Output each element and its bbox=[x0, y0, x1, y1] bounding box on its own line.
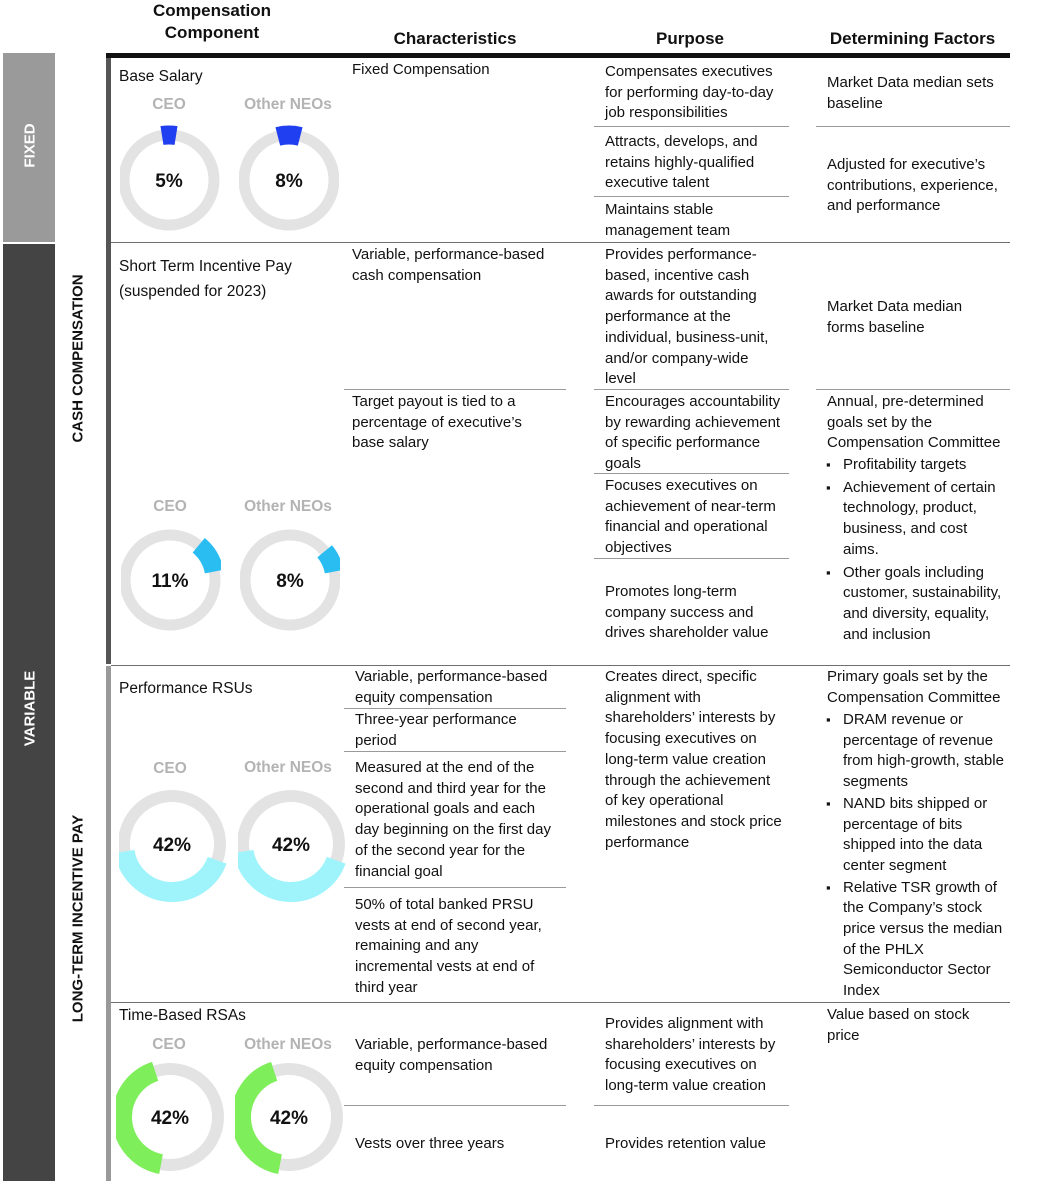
neo-donut bbox=[240, 524, 340, 634]
purpose-divider bbox=[594, 126, 789, 127]
component-performance-rsus: Performance RSUs bbox=[119, 680, 253, 697]
ceo-donut bbox=[120, 124, 220, 234]
other-neos-label: Other NEOs bbox=[244, 96, 332, 113]
ceo-donut bbox=[119, 786, 229, 902]
determining-text: Adjusted for executive’s contributions, experience, and performance bbox=[827, 156, 998, 215]
ring-arc bbox=[162, 135, 176, 136]
ring-arc bbox=[325, 551, 335, 571]
variable-band-label: VARIABLE bbox=[21, 670, 39, 747]
ceo-label: CEO bbox=[153, 760, 187, 777]
header-purpose: Purpose bbox=[655, 29, 725, 48]
characteristic-text: Variable, performance-based cash compensation bbox=[352, 246, 545, 284]
other-neos-label: Other NEOs bbox=[244, 759, 332, 776]
characteristic-divider bbox=[344, 708, 566, 709]
neo-donut bbox=[235, 1060, 345, 1176]
component-time-based-rsas: Time-Based RSAs bbox=[119, 1007, 246, 1024]
purpose-divider bbox=[594, 389, 789, 390]
ring-arc bbox=[244, 852, 337, 892]
ceo-donut-svg bbox=[119, 786, 229, 902]
neo-percent-label: 42% bbox=[269, 1108, 309, 1129]
ceo-percent-label: 11% bbox=[151, 571, 189, 592]
ring-arc bbox=[278, 135, 300, 136]
determining-text: Value based on stock price bbox=[827, 1006, 970, 1044]
ceo-donut-svg bbox=[120, 124, 220, 234]
characteristic-divider bbox=[344, 1105, 566, 1106]
purpose-text: Provides alignment with shareholders’ interests by focusing executives on long-term value creation bbox=[605, 1015, 776, 1095]
ceo-percent-label: 42% bbox=[150, 1108, 190, 1129]
neo-donut-svg bbox=[238, 786, 348, 902]
purpose-text: Maintains stable management team bbox=[605, 201, 731, 239]
determining-text: Market Data median forms baseline bbox=[827, 298, 963, 336]
purpose-text: Compensates executives for performing day-to-day job responsibilities bbox=[605, 63, 774, 122]
long-term-incentive-label: LONG-TERM INCENTIVE PAY bbox=[69, 814, 87, 1023]
ceo-percent-label: 5% bbox=[155, 171, 183, 192]
cash-compensation-label: CASH COMPENSATION bbox=[69, 274, 87, 443]
ceo-donut-svg bbox=[116, 1060, 226, 1176]
determining-text: Market Data median sets baseline bbox=[827, 74, 994, 112]
purpose-text: Provides retention value bbox=[605, 1135, 766, 1152]
characteristic-text: 50% of total banked PRSU vests at end of second year, remaining and any incremental vests at end of third year bbox=[355, 896, 542, 996]
component-short-term-incentive: Short Term Incentive Pay bbox=[119, 258, 292, 275]
characteristic-divider bbox=[344, 751, 566, 752]
characteristic-text: Target payout is tied to a percentage of executive’s base salary bbox=[352, 393, 522, 452]
neo-percent-label: 8% bbox=[276, 571, 304, 592]
characteristic-text: Measured at the end of the second and third year for the operational goals and each day beginning on the first day of the second year for the financial goal bbox=[355, 759, 551, 880]
neo-donut-svg bbox=[235, 1060, 345, 1176]
determining-bullet: ▪ Relative TSR growth of the Company’s stock price versus the median of the PHLX Semiconductor Sector Index bbox=[826, 878, 1004, 1002]
purpose-divider bbox=[594, 196, 789, 197]
purpose-text: Focuses executives on achievement of near-term financial and operational objectives bbox=[605, 477, 776, 557]
other-neos-label: Other NEOs bbox=[244, 498, 332, 515]
characteristic-text: Fixed Compensation bbox=[352, 61, 490, 78]
characteristic-text: Variable, performance-based equity compensation bbox=[355, 668, 548, 706]
header-rule bbox=[106, 53, 1010, 58]
determining-bullet: ▪ DRAM revenue or percentage of revenue from high-growth, stable segments bbox=[826, 710, 1004, 793]
component-base-salary: Base Salary bbox=[119, 68, 203, 85]
neo-percent-label: 42% bbox=[271, 835, 311, 856]
purpose-text: Promotes long-term company success and drives shareholder value bbox=[605, 583, 769, 642]
characteristic-divider bbox=[344, 389, 566, 390]
purpose-divider bbox=[594, 1105, 789, 1106]
ltip-section-bar bbox=[106, 666, 111, 1181]
determining-bullet: ▪ Profitability targets bbox=[826, 455, 1004, 476]
characteristic-text: Variable, performance-based equity compensation bbox=[355, 1036, 548, 1074]
row-separator bbox=[111, 665, 1010, 666]
purpose-text: Provides performance-based, incentive cash awards for outstanding performance at the individual, business-unit, and/or company-wide level bbox=[605, 246, 769, 388]
ceo-donut bbox=[121, 524, 221, 634]
header-characteristics: Characteristics bbox=[393, 29, 517, 48]
characteristic-text: Vests over three years bbox=[355, 1135, 505, 1152]
cash-section-bar bbox=[106, 58, 111, 664]
ceo-donut-svg bbox=[121, 524, 221, 634]
component-subtitle: (suspended for 2023) bbox=[119, 283, 267, 300]
neo-donut-svg bbox=[240, 524, 340, 634]
characteristic-text: Three-year performance period bbox=[355, 711, 517, 749]
ceo-percent-label: 42% bbox=[152, 835, 192, 856]
fixed-band-label: FIXED bbox=[21, 123, 39, 168]
ceo-label: CEO bbox=[153, 498, 187, 515]
ring-arc bbox=[125, 852, 218, 892]
neo-donut bbox=[238, 786, 348, 902]
purpose-divider bbox=[594, 473, 789, 474]
header-component: Compensation Component bbox=[152, 1, 272, 42]
ceo-label: CEO bbox=[152, 96, 186, 113]
purpose-text: Encourages accountability by rewarding achievement of specific performance goals bbox=[605, 393, 781, 473]
determining-divider bbox=[816, 389, 1010, 390]
determining-bullet: ▪ Achievement of certain technology, product, business, and cost aims. bbox=[826, 478, 1004, 561]
neo-donut-svg bbox=[239, 124, 339, 234]
determining-text: Annual, pre-determined goals set by the Compensation Committee bbox=[827, 393, 1001, 452]
purpose-text: Attracts, develops, and retains highly-qualified executive talent bbox=[605, 133, 758, 192]
characteristic-divider bbox=[344, 887, 566, 888]
ring-arc bbox=[199, 545, 215, 571]
ceo-label: CEO bbox=[152, 1036, 186, 1053]
neo-donut bbox=[239, 124, 339, 234]
determining-bullet: ▪ NAND bits shipped or percentage of bits shipped into the data center segment bbox=[826, 794, 1004, 877]
determining-bullet-list bbox=[826, 455, 1004, 645]
determining-bullet-list bbox=[826, 710, 1004, 1002]
purpose-divider bbox=[594, 558, 789, 559]
determining-bullet: ▪ Other goals including customer, sustainability, and diversity, equality, and inclusion bbox=[826, 563, 1004, 646]
row-separator bbox=[111, 242, 1010, 243]
determining-divider bbox=[816, 126, 1010, 127]
determining-text: Primary goals set by the Compensation Committee bbox=[827, 668, 1001, 706]
other-neos-label: Other NEOs bbox=[244, 1036, 332, 1053]
header-determining-factors: Determining Factors bbox=[829, 29, 996, 48]
neo-percent-label: 8% bbox=[275, 171, 303, 192]
purpose-text: Creates direct, specific alignment with shareholders’ interests by focusing executives on long-term value creation through the achievement of key operational milestones and stock price performance bbox=[605, 668, 782, 851]
ceo-donut bbox=[116, 1060, 226, 1176]
